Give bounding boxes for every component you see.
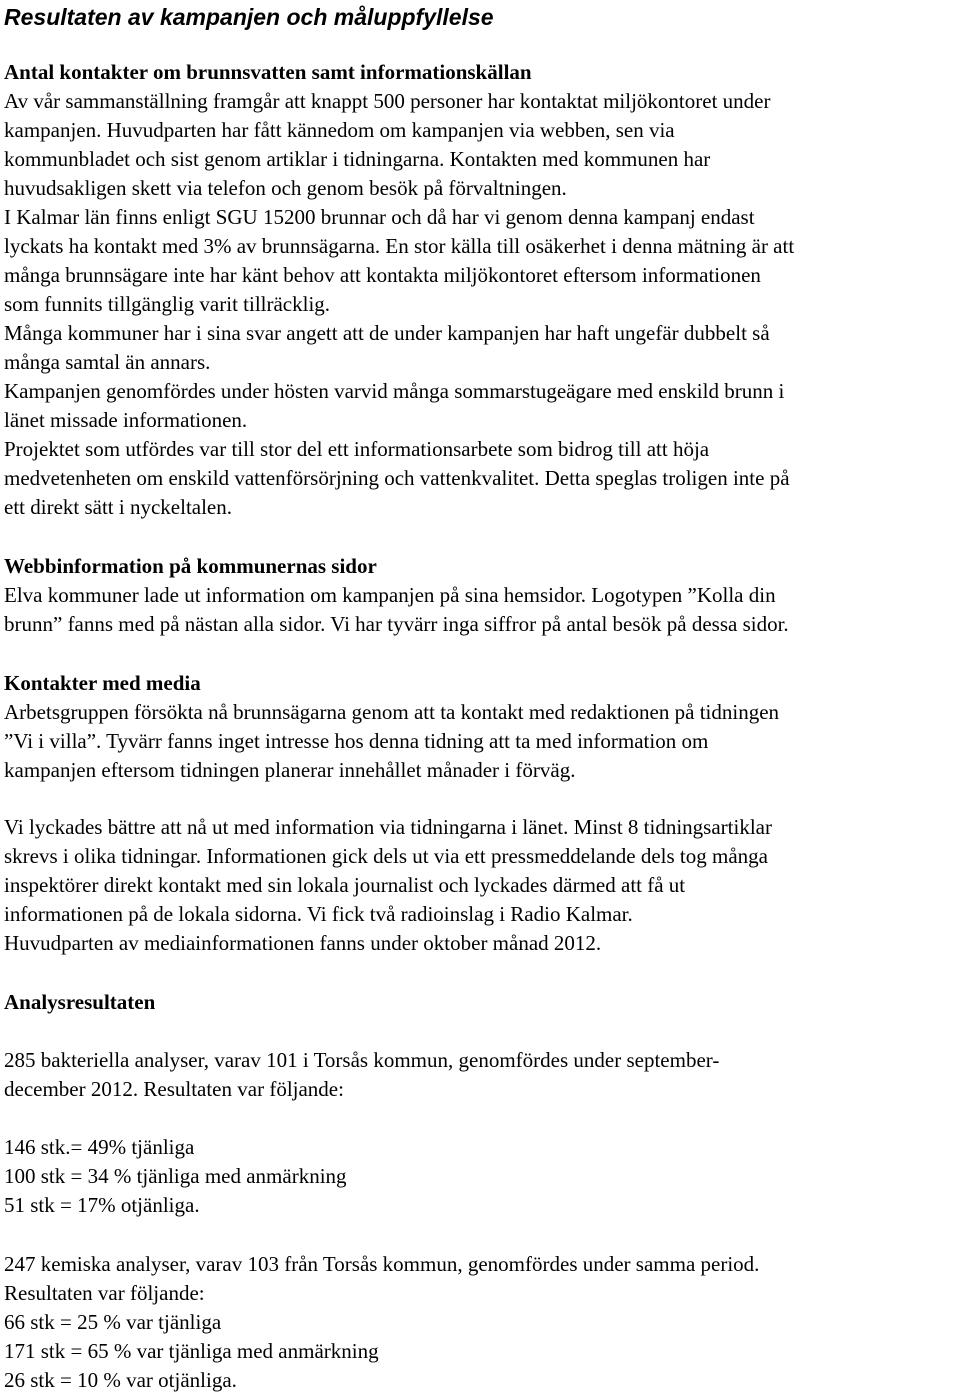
- text-line: Arbetsgruppen försökta nå brunnsägarna genom att ta kontakt med redaktionen på tidningen: [4, 700, 780, 724]
- text-line: Elva kommuner lade ut information om kampanjen på sina hemsidor. Logotypen ”Kolla din: [4, 583, 776, 607]
- text-line: 66 stk = 25 % var tjänliga: [4, 1310, 222, 1334]
- text-line: brunn” fanns med på nästan alla sidor. Vi har tyvärr inga siffror på antal besök på dessa sidor.: [4, 612, 789, 636]
- text-line: 146 stk.= 49% tjänliga: [4, 1135, 195, 1159]
- text-line: 285 bakteriella analyser, varav 101 i Torsås kommun, genomfördes under september-: [4, 1048, 720, 1072]
- text-line: Projektet som utfördes var till stor del ett informationsarbete som bidrog till att höja: [4, 437, 710, 461]
- text-line: lyckats ha kontakt med 3% av brunnsägarna. En stor källa till osäkerhet i denna mätning är att: [4, 234, 795, 258]
- text-line: Kampanjen genomfördes under hösten varvid många sommarstugeägare med enskild brunn i: [4, 379, 785, 403]
- section-heading: Kontakter med media: [4, 671, 201, 695]
- text-line: många brunnsägare inte har känt behov att kontakta miljökontoret eftersom informationen: [4, 263, 761, 287]
- text-line: huvudsakligen skett via telefon och genom besök på förvaltningen.: [4, 176, 567, 200]
- text-line: som funnits tillgänglig varit tillräcklig.: [4, 292, 331, 316]
- text-line: Huvudparten av mediainformationen fanns under oktober månad 2012.: [4, 931, 602, 955]
- text-line: skrevs i olika tidningar. Informationen gick dels ut via ett pressmeddelande dels tog många: [4, 844, 768, 868]
- text-line: Många kommuner har i sina svar angett att de under kampanjen har haft ungefär dubbelt så: [4, 321, 770, 345]
- text-line: 26 stk = 10 % var otjänliga.: [4, 1368, 237, 1392]
- page-title: Resultaten av kampanjen och måluppfyllelse: [4, 4, 494, 30]
- text-line: många samtal än annars.: [4, 350, 211, 374]
- text-line: informationen på de lokala sidorna. Vi fick två radioinslag i Radio Kalmar.: [4, 902, 633, 926]
- text-line: kampanjen. Huvudparten har fått kännedom om kampanjen via webben, sen via: [4, 118, 675, 142]
- text-line: ”Vi i villa”. Tyvärr fanns inget intresse hos denna tidning att ta med information om: [4, 729, 709, 753]
- text-line: länet missade informationen.: [4, 408, 248, 432]
- section-heading: Webbinformation på kommunernas sidor: [4, 554, 377, 578]
- text-line: Resultaten var följande:: [4, 1281, 205, 1305]
- section-heading: Antal kontakter om brunnsvatten samt informationskällan: [4, 60, 532, 84]
- text-line: inspektörer direkt kontakt med sin lokala journalist och lyckades därmed att få ut: [4, 873, 686, 897]
- text-line: 51 stk = 17% otjänliga.: [4, 1193, 200, 1217]
- text-line: I Kalmar län finns enligt SGU 15200 brunnar och då har vi genom denna kampanj endast: [4, 205, 755, 229]
- text-line: kommunbladet och sist genom artiklar i tidningarna. Kontakten med kommunen har: [4, 147, 711, 171]
- text-line: kampanjen eftersom tidningen planerar innehållet månader i förväg.: [4, 758, 576, 782]
- text-line: 247 kemiska analyser, varav 103 från Torsås kommun, genomfördes under samma period.: [4, 1252, 760, 1276]
- text-line: Av vår sammanställning framgår att knappt 500 personer har kontaktat miljökontoret under: [4, 89, 771, 113]
- text-line: Vi lyckades bättre att nå ut med information via tidningarna i länet. Minst 8 tidningsartiklar: [4, 815, 772, 839]
- text-line: medvetenheten om enskild vattenförsörjning och vattenkvalitet. Detta speglas troligen inte på: [4, 466, 790, 490]
- text-line: december 2012. Resultaten var följande:: [4, 1077, 344, 1101]
- text-line: 171 stk = 65 % var tjänliga med anmärkning: [4, 1339, 379, 1363]
- text-line: ett direkt sätt i nyckeltalen.: [4, 495, 233, 519]
- text-line: 100 stk = 34 % tjänliga med anmärkning: [4, 1164, 347, 1188]
- section-heading: Analysresultaten: [4, 990, 156, 1014]
